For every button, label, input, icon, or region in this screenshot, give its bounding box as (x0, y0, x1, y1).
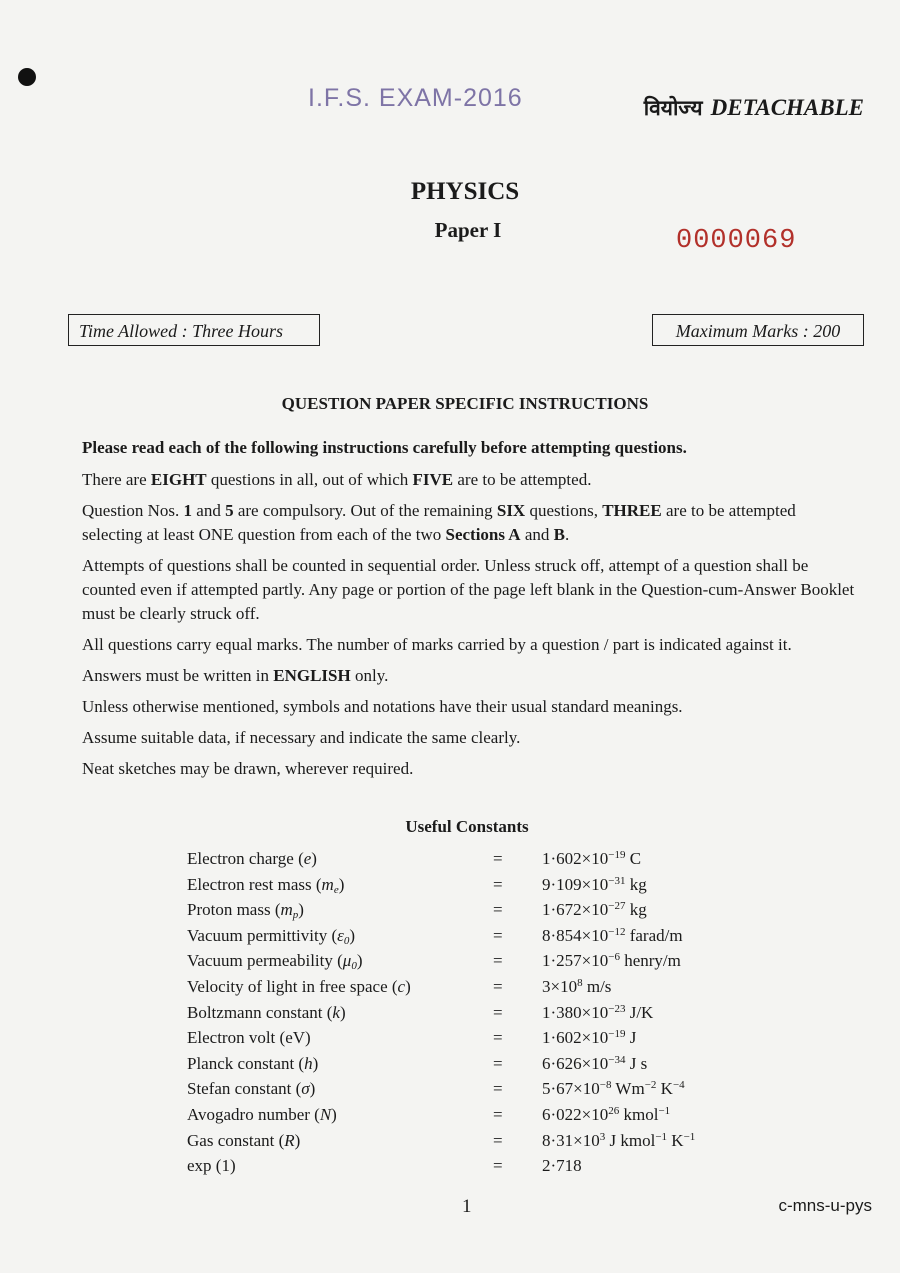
paper-code: c-mns-u-pys (778, 1196, 872, 1215)
exam-stamp: I.F.S. EXAM-2016 (308, 84, 523, 112)
page-number: 1 (462, 1196, 472, 1217)
paper-title: Paper I (434, 218, 502, 242)
instruction-8: Neat sketches may be drawn, wherever required. (82, 759, 414, 778)
instruction-2: Question Nos. 1 and 5 are compulsory. Out of the remaining SIX questions, THREE are to be attempted selecting at least ONE question from each of the two Sections A and B. (82, 501, 796, 544)
instruction-1: There are EIGHT questions in all, out of which FIVE are to be attempted. (82, 470, 592, 489)
maximum-marks-box: Maximum Marks : 200 (652, 314, 864, 346)
instruction-3: Attempts of questions shall be counted in sequential order. Unless struck off, attempt of a question shall be counted even if attempted partly. Any page or portion of the page left blank in the Question-cum-Answer Booklet must be clearly struck off. (82, 556, 855, 623)
instructions-body (82, 436, 860, 788)
time-allowed-box: Time Allowed : Three Hours (68, 314, 320, 346)
detachable-english: DETACHABLE (710, 95, 864, 120)
instructions-heading: QUESTION PAPER SPECIFIC INSTRUCTIONS (281, 394, 649, 413)
instruction-6: Unless otherwise mentioned, symbols and notations have their usual standard meanings. (82, 697, 683, 716)
exam-page: I.F.S. EXAM-2016 वियोज्य DETACHABLE PHYSICS Paper I 0000069 Time Allowed : Three Hours Maximum Marks : 200 QUESTION PAPER SPECIFIC INSTRUCTIONS Please read each of the following instructions carefully before attempting questions. There are EIGHT questions in all, out of which FIVE are to be attempted. Question Nos. 1 and 5 are compulsory. Out of the remaining SIX questions, THREE are to be attempted selecting at least ONE question from each of the two Sections A and B. Attempts of questions shall be counted in sequential order. Unless struck off, attempt of a question shall be counted even if attempted partly. Any page or portion of the page left blank in the Question-cum-Answer Booklet must be clearly struck off. All questions carry equal marks. The number of marks carried by a question / part is indicated against it. Answers must be written in ENGLISH only. Unless otherwise mentioned, symbols and notations have their usual standard meanings. Assume suitable data, if necessary and indicate the same clearly. Neat sketches may be drawn, wherever required. Useful Constants Electron charge (e) = $1\cdot 602\times 10^{-19}$ C Electron rest mass $(m_e)$ = $9\cdot 109\times 10^{-31}$ kg Proton mass $(m_p)$ = $1\cdot 672\times 10^{-27}$ kg Vacuum permittivity $(\varepsilon_0)$ = $8\cdot 854\times 10^{-12}$ farad/m Vacuum permeability $(\mu_0)$ = $1\cdot 257\times 10^{-6}$ henry/m Velocity of light in free space (c) = $3\times 10^8$ m/s Boltzmann constant (k) = $1\cdot 380\times 10^{-23}$ J/K Electron volt (eV) = $1\cdot 602\times 10^{-19}$ J Planck constant (h) = $6\cdot 626\times 10^{-34}$ J s Stefan constant (σ) = $5\cdot 67\times 10^{-8}$ $Wm^{-2}$ $K^{-4}$ Avogadro number (N) = $6\cdot 022\times 10^{26}$ kmol$^{-1}$ Gas constant (R) = $8\cdot 31\times 10^3$ J kmol$^{-1}$ $K^{-1}$ exp (1) = 2·718 1 c-mns-u-pys (0, 0, 900, 1273)
instruction-4: All questions carry equal marks. The number of marks carried by a question / part is indicated against it. (82, 635, 792, 654)
constants-heading: Useful Constants (405, 817, 529, 836)
detachable-hindi: वियोज्य (643, 96, 703, 120)
detachable-label (644, 94, 864, 122)
instruction-7: Assume suitable data, if necessary and indicate the same clearly. (82, 728, 521, 747)
instruction-5: Answers must be written in ENGLISH only. (82, 666, 389, 685)
punch-hole-dot (18, 68, 36, 86)
subject-title: PHYSICS (410, 178, 520, 205)
serial-number: 0000069 (676, 226, 797, 256)
instruction-lead: Please read each of the following instructions carefully before attempting questions. (82, 438, 687, 457)
